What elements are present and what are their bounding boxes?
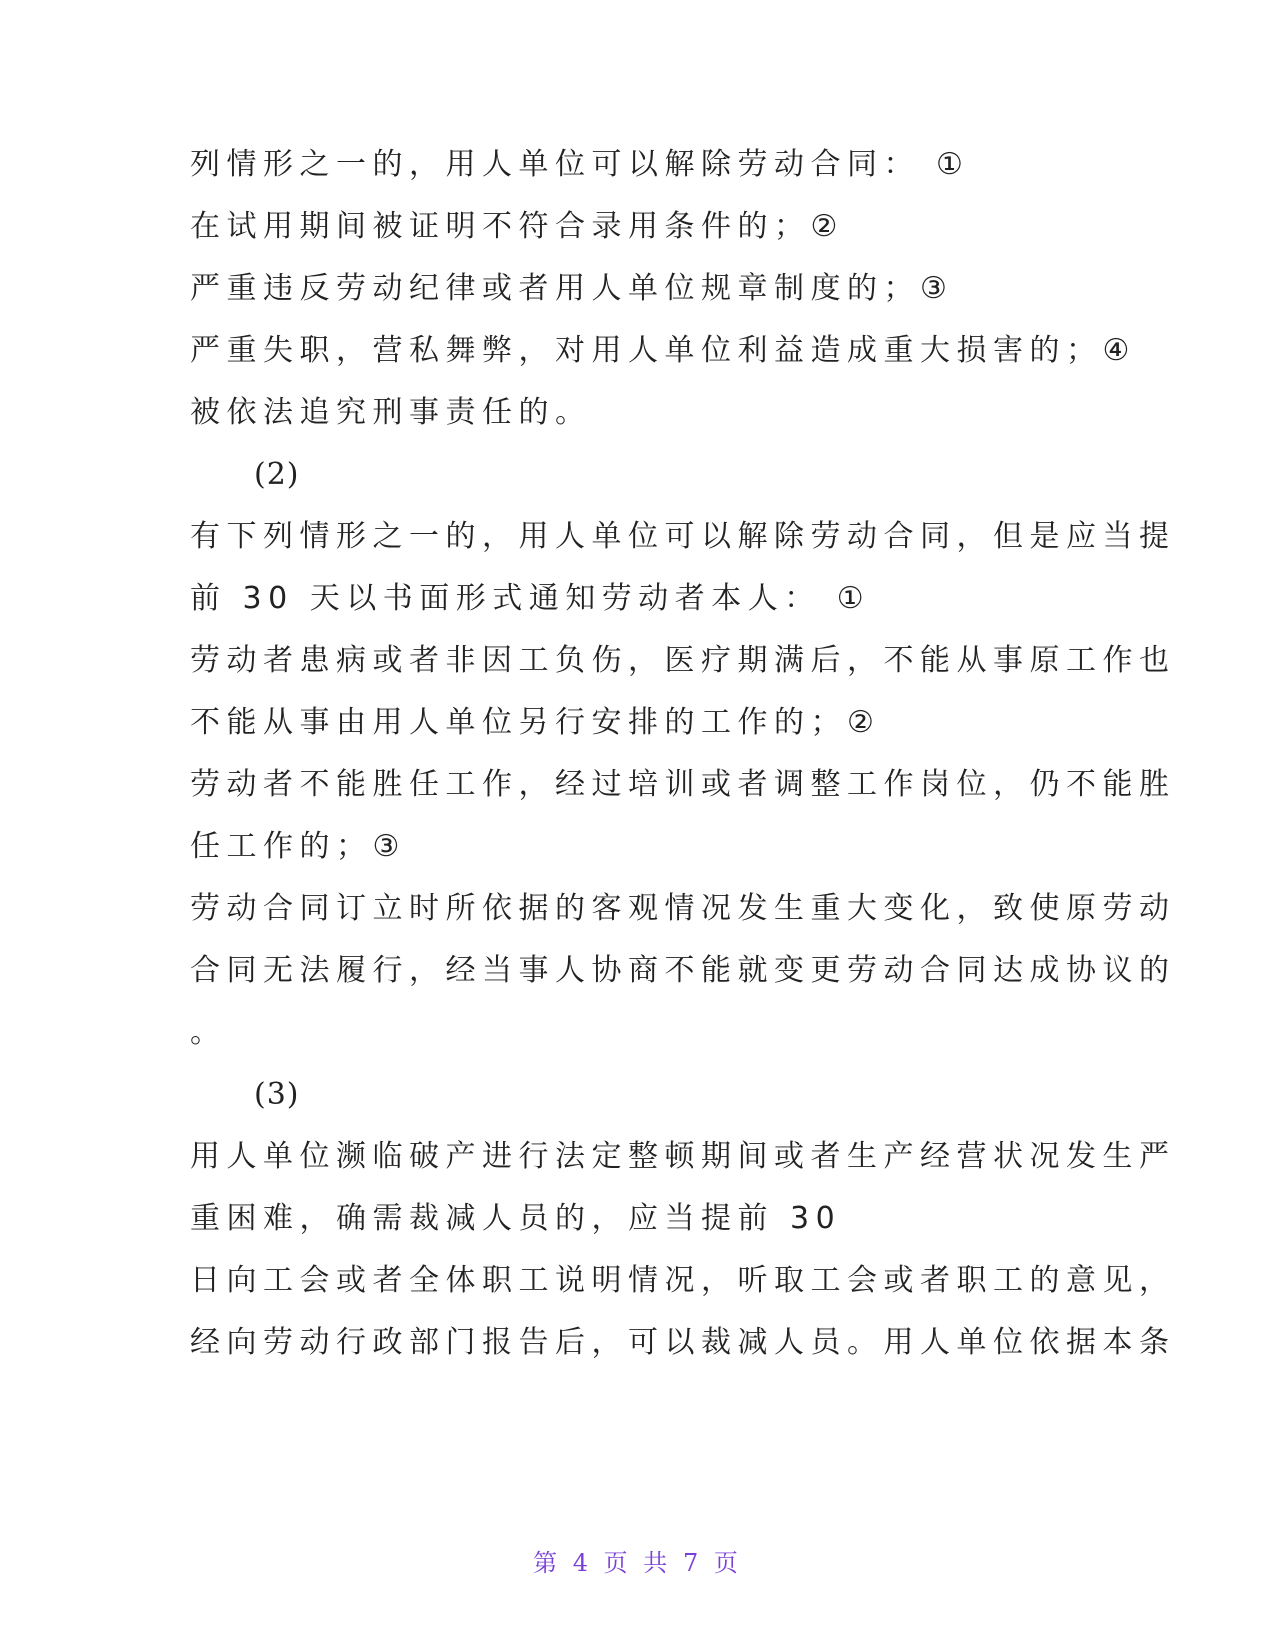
body-text-line: 任工作的；③ (190, 829, 406, 864)
body-text-line: 经向劳动行政部门报告后，可以裁减人员。用人单位依据本条 (190, 1325, 1176, 1360)
body-text-line: 合同无法履行，经当事人协商不能就变更劳动合同达成协议的 (190, 953, 1176, 988)
body-text-line: 劳动者不能胜任工作，经过培训或者调整工作岗位，仍不能胜 (190, 767, 1176, 802)
body-text-line: 严重违反劳动纪律或者用人单位规章制度的；③ (190, 271, 954, 306)
body-text-line: 劳动合同订立时所依据的客观情况发生重大变化，致使原劳动 (190, 891, 1176, 926)
page-number-footer: 第 4 页 共 7 页 (533, 1549, 742, 1577)
body-text-line: 重困难，确需裁减人员的，应当提前 30 (190, 1201, 842, 1236)
body-text-line: 被依法追究刑事责任的。 (190, 395, 592, 430)
body-text-line: 用人单位濒临破产进行法定整顿期间或者生产经营状况发生严 (190, 1139, 1176, 1174)
section-number: (2) (254, 457, 300, 492)
body-text-line: 不能从事由用人单位另行安排的工作的；② (190, 705, 881, 740)
body-text-line: 严重失职，营私舞弊，对用人单位利益造成重大损害的；④ (190, 333, 1136, 368)
body-text-line: 前 30 天以书面形式通知劳动者本人： ① (190, 581, 871, 616)
body-text-line: 劳动者患病或者非因工负伤，医疗期满后，不能从事原工作也 (190, 643, 1176, 678)
body-text-line: 日向工会或者全体职工说明情况，听取工会或者职工的意见， (190, 1263, 1176, 1298)
body-text-line: 。 (190, 1015, 227, 1050)
section-number: (3) (254, 1077, 300, 1112)
body-text-line: 在试用期间被证明不符合录用条件的；② (190, 209, 844, 244)
body-text-line: 列情形之一的，用人单位可以解除劳动合同： ① (190, 147, 970, 182)
body-text-line: 有下列情形之一的，用人单位可以解除劳动合同，但是应当提 (190, 519, 1176, 554)
